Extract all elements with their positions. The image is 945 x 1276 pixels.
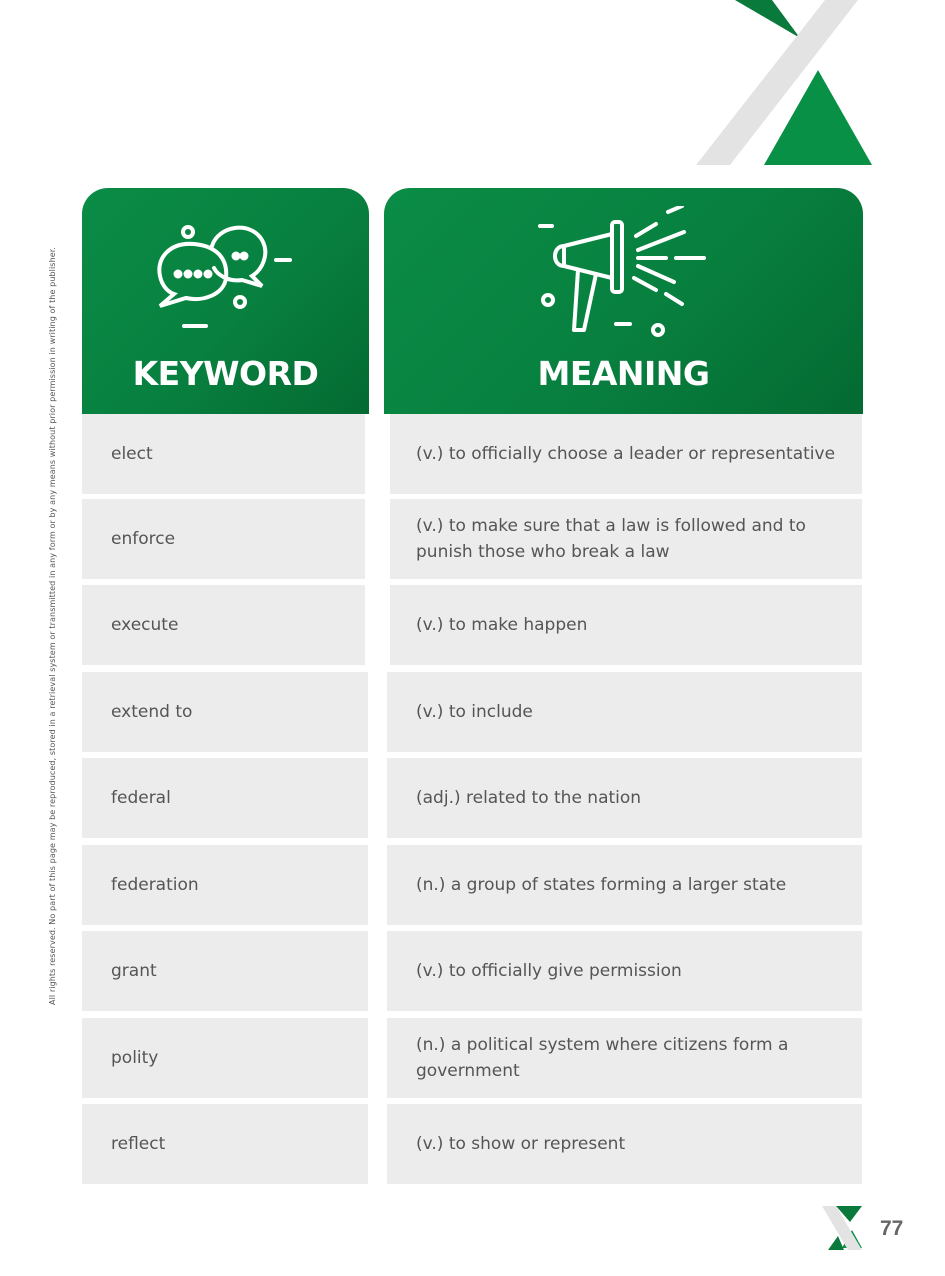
meaning-text: (v.) to show or represent [416, 1134, 626, 1154]
keyword-text: enforce [111, 529, 176, 549]
keyword-text: federal [111, 788, 171, 808]
page-number: 77 [880, 1217, 904, 1240]
chat-bubbles-icon [154, 218, 299, 338]
keyword-text: federation [111, 875, 199, 895]
meaning-cell [390, 414, 862, 494]
keyword-text: execute [111, 615, 179, 635]
meaning-text: (v.) to officially choose a leader or representative [416, 444, 836, 464]
keyword-cell [82, 758, 368, 838]
meaning-title: MEANING [537, 354, 710, 393]
keyword-cell [82, 845, 368, 925]
keyword-text: grant [111, 961, 157, 981]
meaning-cell [387, 1104, 862, 1184]
meaning-text: (v.) to make happen [416, 615, 588, 635]
keyword-header [82, 188, 369, 414]
keyword-text: extend to [111, 702, 193, 722]
meaning-header [384, 188, 863, 414]
keyword-cell [82, 414, 365, 494]
meaning-cell [387, 1018, 862, 1098]
keyword-text: elect [111, 444, 153, 464]
keyword-cell [82, 585, 365, 665]
keyword-cell [82, 672, 368, 752]
megaphone-icon [534, 206, 714, 346]
meaning-cell [387, 758, 862, 838]
meaning-text: (v.) to officially give permission [416, 961, 682, 981]
meaning-cell [387, 672, 862, 752]
keyword-title: KEYWORD [132, 354, 319, 393]
keyword-cell [82, 1104, 368, 1184]
keyword-cell [82, 1018, 368, 1098]
meaning-text: (v.) to make sure that a law is followed and to punish those who break a law [416, 516, 806, 562]
keyword-cell [82, 931, 368, 1011]
corner-logo [690, 0, 880, 168]
keyword-cell [82, 499, 365, 579]
meaning-text: (n.) a political system where citizens form a government [416, 1035, 789, 1081]
keyword-text: polity [111, 1048, 159, 1068]
meaning-cell [387, 845, 862, 925]
footer-logo [822, 1206, 864, 1250]
meaning-text: (v.) to include [416, 702, 533, 722]
keyword-text: reflect [111, 1134, 166, 1154]
meaning-cell [390, 499, 862, 579]
meaning-text: (n.) a group of states forming a larger state [416, 875, 787, 895]
meaning-cell [390, 585, 862, 665]
meaning-text: (adj.) related to the nation [416, 788, 642, 808]
copyright-notice: All rights reserved. No part of this page may be reproduced, stored in a retrieval system or transmitted in any form or by any means without prior permission in writing of the publisher. [48, 246, 57, 1005]
meaning-cell [387, 931, 862, 1011]
